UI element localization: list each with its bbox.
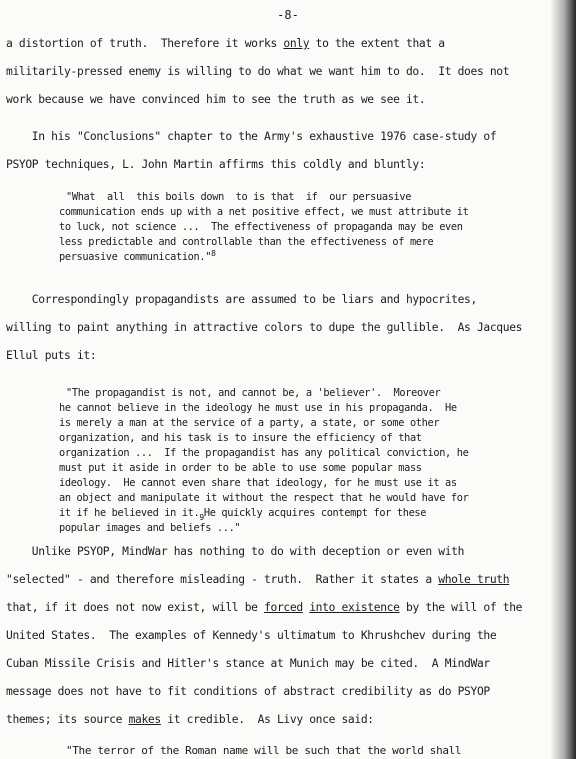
quote-line: organization ... If the propagandist has any political conviction, he [59,447,469,459]
quote-line: less predictable and controllable than the effectiveness of mere [59,236,434,248]
underlined-word: makes [128,713,161,726]
text-line: "selected" - and therefore misleading - truth. Rather it states a whole truth [6,573,510,586]
quote-line: "What all this boils down to is that if our persuasive [66,191,412,203]
text-line: United States. The examples of Kennedy's ultimatum to Khrushchev during the [6,629,497,642]
text-line: themes; its source makes it credible. As Livy once said: [6,713,374,726]
text-line: Cuban Missile Crisis and Hitler's stance at Munich may be cited. A MindWar [6,657,490,670]
text-line: Unlike PSYOP, MindWar has nothing to do with deception or even with [6,545,465,558]
text-line: Correspondingly propagandists are assumed to be liars and hypocrites, [6,293,477,306]
quote-line: communication ends up with a net positive effect, we must attribute it [59,206,469,218]
scan-edge-shadow [550,0,576,759]
quote-line: to luck, not science ... The effectiveness of propaganda may be even [59,221,463,233]
text-line: PSYOP techniques, L. John Martin affirms this coldly and bluntly: [6,158,426,171]
text-line: that, if it does not now exist, will be forced into existence by the will of the [6,601,523,614]
quote-line: "The terror of the Roman name will be such that the world shall [66,744,462,757]
quote-line: he cannot believe in the ideology he must use in his propaganda. He [59,402,457,414]
text-line: militarily-pressed enemy is willing to do what we want him to do. It does not [6,65,510,78]
quote-line: must put it aside in order to be able to use some popular mass [59,462,422,474]
underlined-phrase: into existence [309,601,400,614]
text-line: willing to paint anything in attractive colors to dupe the gullible. As Jacques [6,321,523,334]
quote-line: "The propagandist is not, and cannot be, a 'believer'. Moreover [66,387,441,399]
text-line: In his "Conclusions" chapter to the Army's exhaustive 1976 case-study of [6,130,497,143]
text-line: work because we have convinced him to see the truth as we see it. [6,93,426,106]
footnote-marker: 9 [199,513,204,522]
underlined-word: only [283,37,310,50]
quote-line: is merely a man at the service of a party, a state, or some other [59,417,440,429]
text-line: message does not have to fit conditions of abstract credibility as do PSYOP [6,685,490,698]
text-line: a distortion of truth. Therefore it works only to the extent that a [6,37,445,50]
quote-line: ideology. He cannot even share that ideology, for he must use it as [59,477,457,489]
text-line: Ellul puts it: [6,349,97,362]
quote-line: popular images and beliefs ..." [59,522,241,534]
quote-line: it if he believed in $it._9He$ quickly acquires contempt for these [59,507,427,522]
underlined-phrase: whole truth [438,573,510,586]
quote-line: an object and manipulate it without the respect that he would have for [59,492,469,504]
underlined-word: forced [264,601,303,614]
page-number: -8- [277,8,299,22]
quote-line: persuasive communication."$^8$ [59,249,216,263]
quote-line: organization, and his task is to insure the efficiency of that [59,432,422,444]
footnote-marker: 8 [211,249,216,258]
